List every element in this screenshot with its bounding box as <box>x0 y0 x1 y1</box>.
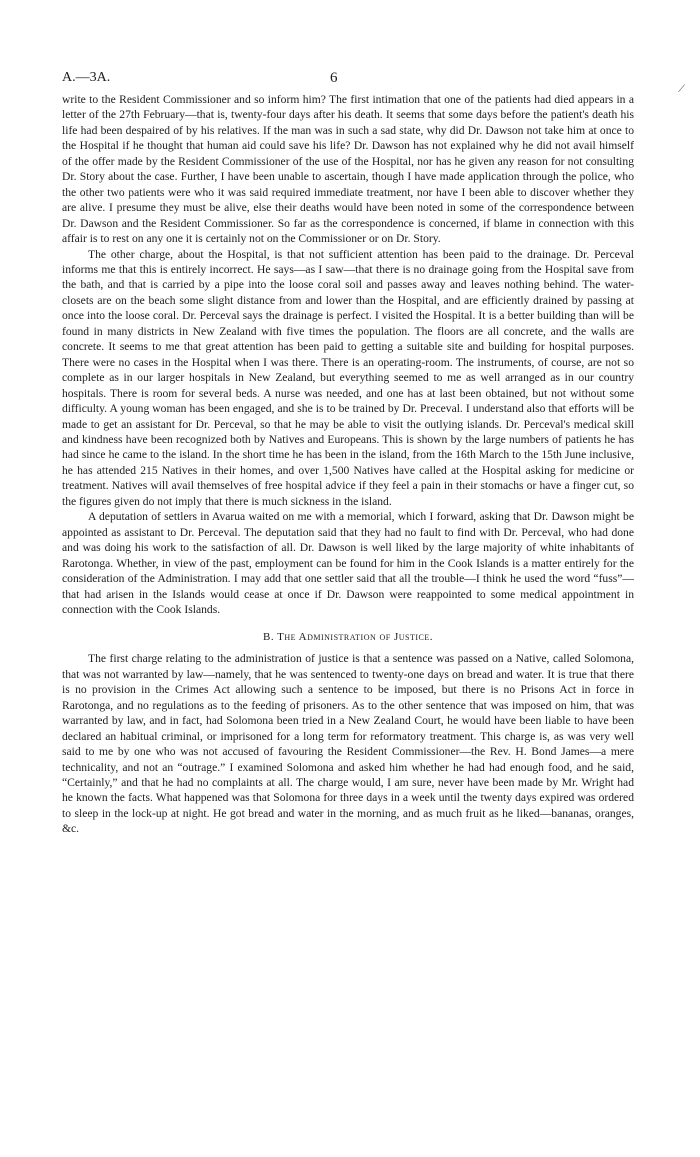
document-page <box>62 70 634 837</box>
page-header <box>62 70 634 92</box>
document-reference: A.—3A. <box>62 70 111 85</box>
paragraph-deputation: A deputation of settlers in Avarua waited on me with a memorial, which I forward, asking that Dr. Dawson might be appointed as assistant to Dr. Perceval. The deputation said that they had no fault to find with Dr. Perceval, who had done and was doing his work to the satisfaction of all. Dr. Dawson is well liked by the large majority of white inhabitants of Rarotonga. Whether, in view of the past, employment can be found for him in the Cook Islands is a matter entirely for the consideration of the Administration. I may add that one settler said that all the trouble—I think he used the word “fuss”—that had arisen in the Islands would cease at once if Dr. Dawson were reappointed to some medical appointment in connection with the Cook Islands. <box>62 510 634 616</box>
paragraph-solomona: The first charge relating to the administration of justice is that a sentence was passed on a Native, called Solomona, that was not warranted by law—namely, that he was sentenced to twenty-one days on bread and water. It is true that there is no provision in the Crimes Act allowing such a sentence to be imposed, but there is no Prisons Act in force in Rarotonga, and no regulations as to the feeding of prisoners. As to the other sentence that was imposed on him, that was warranted by law, and in fact, had Solomona been tried in a New Zealand Court, he would have been liable to have been declared an habitual criminal, or imprisoned for a long term for reformatory treatment. This charge is, as was very well said to me by one who was not accused of favouring the Resident Commissioner—the Rev. H. Bond James—a mere technicality, and not an “outrage.” I examined Solomona and asked him whether he had had enough food, and he said, “Certainly,” and that he had no complaints at all. The charge would, I am sure, never have been made by Mr. Wright had he known the facts. What happened was that Solomona for three days in a week until the twenty days expired was ordered to sleep in the lock-up at night. He got bread and water in the morning, and as much fruit as he liked—bananas, oranges, &c. <box>62 652 634 836</box>
margin-mark: ⟋ <box>678 84 685 95</box>
body-text <box>62 92 634 617</box>
paragraph-continuation: write to the Resident Commissioner and so inform him? The first intimation that one of the patients had died appears in a letter of the 27th February—that is, twenty-four days after his death. It seems that some days before the patient's death his life had been despaired of by his relatives. If the man was in such a sad state, why did Dr. Dawson not take him at once to the Hospital if he thought that human aid could save his life? Dr. Dawson has not explained why he did not avail himself of the offer made by the Resident Commissioner of the use of the Hospital, nor has he given any reason for not consulting Dr. Story about the case. Further, I have been unable to ascertain, though I have made application through the police, who the other two patients were who it was said required immediate treatment, nor have I been able to discover whether they are alive. I presume they must be alive, else their deaths would have been noted in some of the correspondence between Dr. Dawson and the Resident Commissioner. So far as the correspondence is concerned, if blame in connection with this affair is to rest on any one it is certainly not on the Commissioner or on Dr. Story. <box>62 93 634 246</box>
page-number: 6 <box>330 70 338 86</box>
paragraph-hospital-drainage: The other charge, about the Hospital, is that not sufficient attention has been paid to the drainage. Dr. Perceval informs me that this is entirely incorrect. He says—as I saw—that there is no drainage going from the Hospital save from the bath, and that is carried by a pipe into the loose coral soil and passes away and leaves nothing behind. The water-closets are on the beach some slight distance from and lower than the Hospital, and are efficiently drained by passing at once into the loose coral. Dr. Perceval says the drainage is perfect. I visited the Hospital. It is a better building than will be found in many districts in New Zealand with five times the population. The floors are all concrete, and the walls are concrete. It seems to me that great attention has been paid to getting a suitable site and building for hospital purposes. There were no cases in the Hospital when I was there. There is an operating-room. The instruments, of course, are not so complete as in our larger hospitals in New Zealand, but everything seemed to me as well arranged as in our country hospitals. There is room for several beds. A nurse was needed, and one has at last been obtained, but not without some difficulty. A young woman has been engaged, and she is to be trained by Dr. Preceval. I understand also that efforts will be made to get an assistant for Dr. Perceval, so that he may be able to visit the outlying islands. Dr. Perceval's medical skill and kindness have been recognized both by Natives and Europeans. This is shown by the large numbers of patients he has had since he came to the island. In the short time he has been in the island, from the 16th March to the 15th June inclusive, he has attended 215 Natives in their homes, and over 1,500 Natives have called at the Hospital asking for medicine or treatment. Natives will avail themselves of free hospital advice if they feel a pain in their stomachs or have a finger cut, so the figures given do not imply that there is much sickness in the island. <box>62 247 634 508</box>
section-body-text <box>62 651 634 836</box>
section-heading: B. The Administration of Justice. <box>262 631 434 644</box>
